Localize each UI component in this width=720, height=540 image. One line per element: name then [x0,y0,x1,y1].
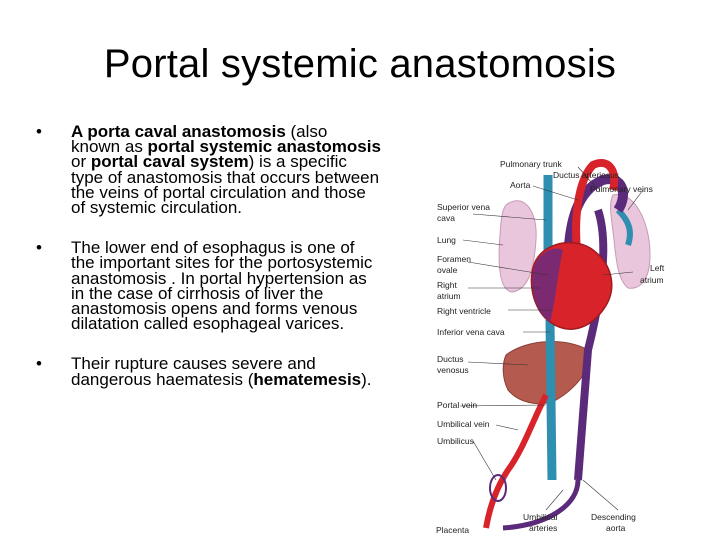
label-aorta: Aorta [510,180,531,190]
bullet-bold-text: portal systemic anastomosis [147,137,381,157]
bullet-bold-text: portal caval system [90,152,249,172]
bullet-dot: • [36,122,42,141]
label-left-atrium: Left [650,263,665,273]
umbilical-vein-vessel [486,395,546,528]
bullet-text: ) is a specific type of anastomosis that occurs between the veins of portal circulation and those of systemic circulation. [71,152,380,218]
label-lung: Lung [437,235,456,245]
label-superior-vena-cava: Superior vena [437,202,490,212]
bullet-bold-text: A porta caval anastomosis [71,122,286,141]
label-portal-vein: Portal vein [437,400,478,410]
label-ductus-arteriosus: Ductus arteriosus [553,170,620,180]
label-inferior-vena-cava: Inferior vena cava [437,327,505,337]
label-right-atrium-2: atrium [437,291,461,301]
label-ductus-venosus: Ductus [437,354,464,364]
label-descending-aorta-2: aorta [606,523,626,533]
bullet-list [36,124,381,412]
bullet-text: (also known as [71,122,328,157]
bullet-text: ). [361,369,372,389]
bullet-text: or [71,152,91,172]
label-placenta: Placenta [436,525,470,535]
label-foramen-ovale: Foramen [437,254,472,264]
bullet-item [36,238,381,334]
label-superior-vena-cava-2: cava [437,213,455,223]
bullet-bold-text: hematemesis [253,369,362,389]
bullet-text: Their rupture causes severe and dangerous haematesis ( [71,354,316,389]
inferior-vena-cava-vessel [550,320,552,480]
label-umbilical-vein: Umbilical vein [437,419,490,429]
label-descending-aorta: Descending [591,512,636,522]
label-right-atrium: Right [437,280,457,290]
label-umbilical-arteries-2: arteries [529,523,558,533]
bullet-item [36,122,381,218]
label-umbilical-arteries: Umbilical [523,512,558,522]
label-right-ventricle: Right ventricle [437,306,491,316]
label-pulmonary-trunk: Pulmonary trunk [500,159,562,169]
label-foramen-ovale-2: ovale [437,265,458,275]
label-pulmonary-veins: Pulmonary veins [590,184,653,194]
label-umbilicus: Umbilicus [437,436,474,446]
label-left-atrium-2: atrium [640,275,664,285]
bullet-dot: • [36,354,42,374]
bullet-item [36,354,381,389]
label-ductus-venosus-2: venosus [437,365,469,375]
fetal-circulation-diagram [428,150,690,540]
slide-title: Portal systemic anastomosis [103,42,617,86]
bullet-dot: • [36,238,42,258]
bullet-text: The lower end of esophagus is one of the important sites for the portosystemic anastomosis . In portal hypertension as in the case of cirrhosis of liver the anastomosis opens and forms venous dilatation called esophageal varices. [71,238,373,334]
